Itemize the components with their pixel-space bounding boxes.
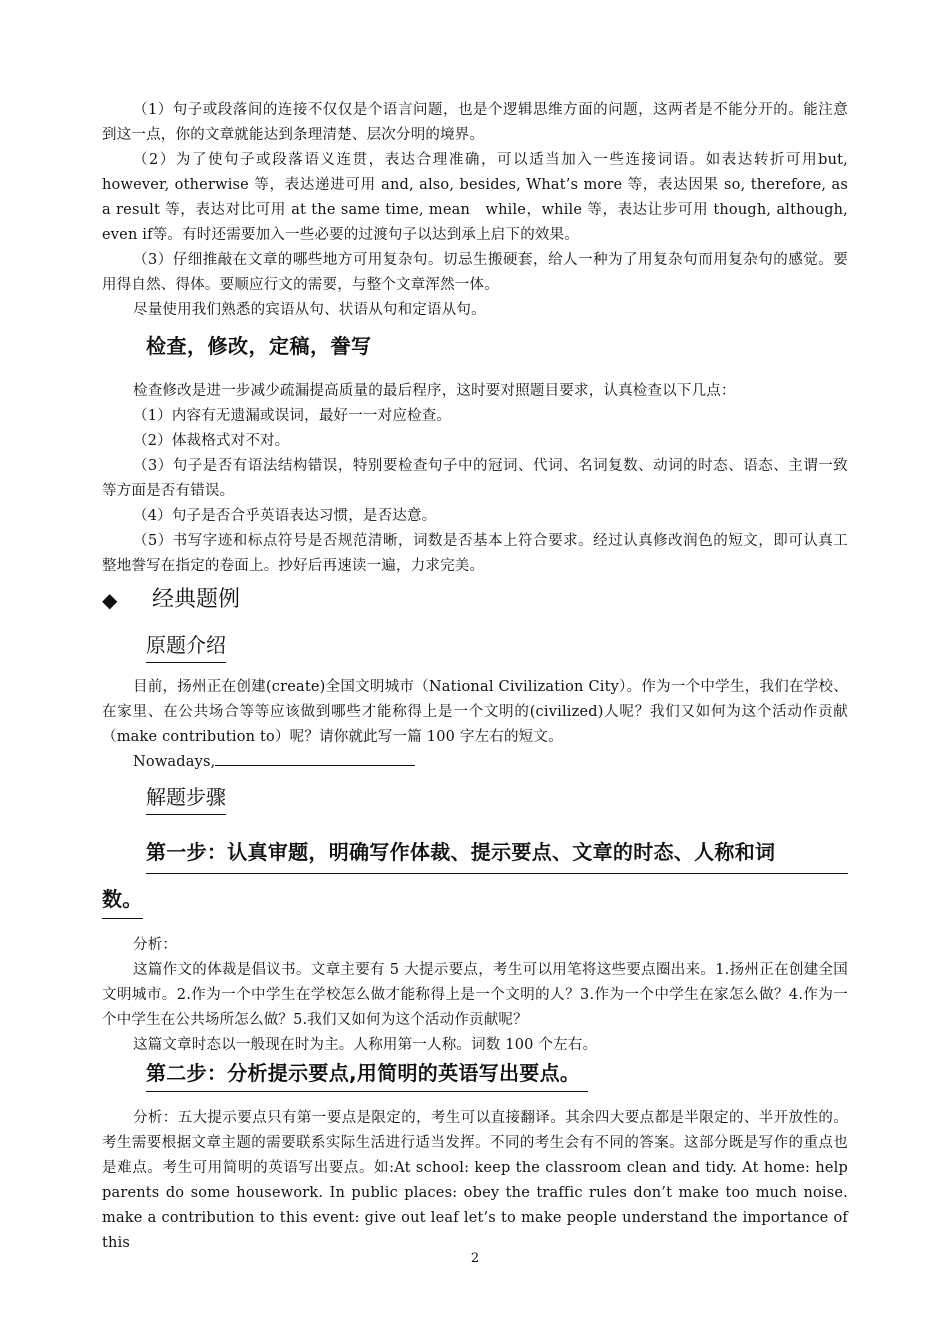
paragraph: （2）为了使句子或段落语义连贯，表达合理准确，可以适当加入一些连接词语。如表达转折可用but, however, otherwise 等，表达递进可用 and, also, besides, What’s more 等，表达因果 so, therefore, as a result 等，表达对比可用 at the same time, mean while，while 等，表达让步可用 though, although, even if等。有时还需要加入一些必要的过渡句子以达到承上启下的效果。 <box>102 152 848 243</box>
subtitle-row <box>102 623 848 675</box>
section-heading <box>102 585 848 615</box>
paragraph: （1）句子或段落间的连接不仅仅是个语言问题，也是个逻辑思维方面的问题，这两者是不能分开的。能注意到这一点，你的文章就能达到条理清楚、层次分明的境界。 <box>102 102 848 143</box>
paragraph: （2）体裁格式对不对。 <box>133 433 290 449</box>
paragraph: （3）句子是否有语法结构错误，特别要检查句子中的冠词、代词、名词复数、动词的时态、语态、主谓一致等方面是否有错误。 <box>102 458 848 499</box>
subtitle-solution-steps: 解题步骤 <box>146 781 226 815</box>
nowadays-text: Nowadays, <box>133 754 216 770</box>
paragraph: 尽量使用我们熟悉的宾语从句、状语从句和定语从句。 <box>133 302 486 318</box>
paragraph: 这篇作文的体裁是倡议书。文章主要有 5 大提示要点，考生可以用笔将这些要点圈出来。1.扬州正在创建全国文明城市。2.作为一个中学生在学校怎么做才能称得上是一个文明的人？3.作为一个中学生在家怎么做？4.作为一个中学生在公共场所怎么做？5.我们又如何为这个活动作贡献呢？ <box>102 962 848 1028</box>
step-two-heading: 第二步：分析提示要点,用简明的英语写出要点。 <box>146 1058 588 1092</box>
document-page <box>102 98 848 1256</box>
answer-blank <box>215 751 415 766</box>
step-one-heading <box>102 837 848 919</box>
subtitle-row <box>102 775 848 827</box>
analysis-label: 分析： <box>133 937 178 953</box>
nowadays-line <box>102 750 848 775</box>
step-one-line-2: 数。 <box>102 884 143 919</box>
paragraph: （3）仔细推敲在文章的哪些地方可用复杂句。切忌生搬硬套，给人一种为了用复杂句而用复杂句的感觉。要用得自然、得体。要顺应行文的需要，与整个文章浑然一体。 <box>102 252 848 293</box>
paragraph: 检查修改是进一步减少疏漏提高质量的最后程序，这时要对照题目要求，认真检查以下几点： <box>133 383 736 399</box>
paragraph: （5）书写字迹和标点符号是否规范清晰，词数是否基本上符合要求。经过认真修改润色的短文，即可认真工整地誊写在指定的卷面上。抄好后再速读一遍，力求完美。 <box>102 533 848 574</box>
diamond-bullet-icon: ◆ <box>102 588 118 612</box>
paragraph: （4）句子是否合乎英语表达习惯，是否达意。 <box>133 508 437 524</box>
heading-check-revise: 检查，修改，定稿，誊写 <box>146 334 372 358</box>
section-title: 经典题例 <box>152 587 241 612</box>
paragraph: （1）内容有无遗漏或误词，最好一一对应检查。 <box>133 408 452 424</box>
paragraph: 分析：五大提示要点只有第一要点是限定的，考生可以直接翻译。其余四大要点都是半限定的、半开放性的。考生需要根据文章主题的需要联系实际生活进行适当发挥。不同的考生会有不同的答案。这部分既是写作的重点也是难点。考生可用简明的英语写出要点。如:At school: keep the classroom clean and tidy. At home: help parents do some housework. In public places: obey the traffic rules don’t make too much noise. make a contribution to this event: give out leaf let’s to make people understand the importance of this <box>102 1110 848 1251</box>
page-number: 2 <box>470 1251 480 1266</box>
problem-paragraph: 目前，扬州正在创建(create)全国文明城市（National Civilization City）。作为一个中学生，我们在学校、在家里、在公共场合等等应该做到哪些才能称得上是一个文明的(civilized)人呢？我们又如何为这个活动作贡献（make contribution to）呢？请你就此写一篇 100 字左右的短文。 <box>102 679 848 745</box>
step-one-line-1: 第一步：认真审题，明确写作体裁、提示要点、文章的时态、人称和词 <box>146 837 848 874</box>
paragraph: 这篇文章时态以一般现在时为主。人称用第一人称。词数 100 个左右。 <box>133 1037 598 1053</box>
subtitle-original-problem: 原题介绍 <box>146 629 226 663</box>
